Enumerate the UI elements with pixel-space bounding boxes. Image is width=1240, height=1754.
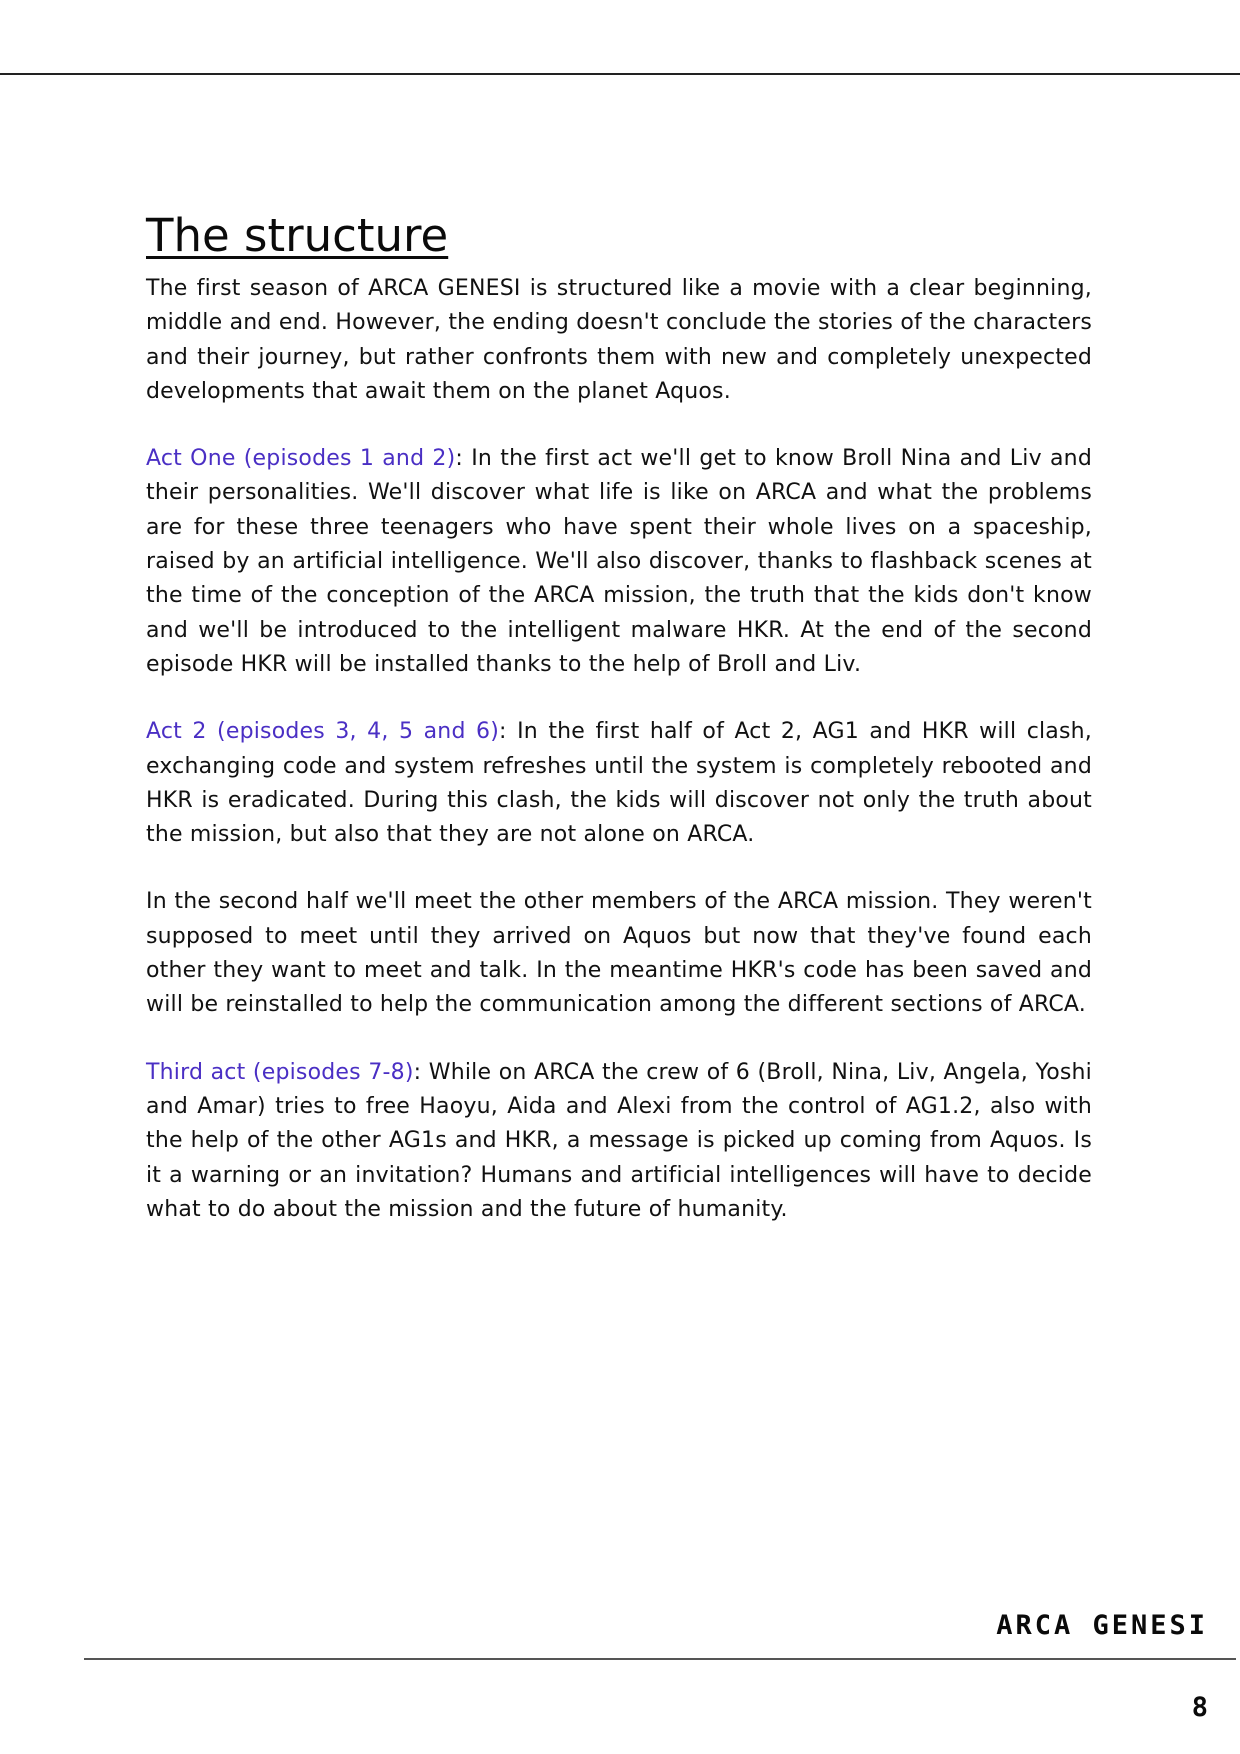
act-three-text: : While on ARCA the crew of 6 (Broll, Nina, Liv, Angela, Yoshi and Amar) tries to free Haoyu, Aida and Alexi from the control of AG1.2, also with the help of the other AG1s and HKR, a message is picked up coming from Aquos. Is it a warning or an invitation? Humans and artificial intelligences will have to decide what to do about the mission and the future of humanity. xyxy=(146,1059,1092,1222)
act-two-paragraph xyxy=(146,715,1092,852)
page-content xyxy=(146,208,1092,1260)
act-three-paragraph xyxy=(146,1056,1092,1227)
act-two-second-half-paragraph xyxy=(146,885,1092,1022)
act-two-label: Act 2 (episodes 3, 4, 5 and 6) xyxy=(146,719,500,745)
footer-divider xyxy=(84,1658,1236,1660)
act-one-text: : In the first act we'll get to know Broll Nina and Liv and their personalities. We'll discover what life is like on ARCA and what the problems are for these three teenagers who have spent their whole lives on a spaceship, raised by an artificial intelligence. We'll also discover, thanks to flashback scenes at the time of the conception of the ARCA mission, the truth that the kids don't know and we'll be introduced to the intelligent malware HKR. At the end of the second episode HKR will be installed thanks to the help of Broll and Liv. xyxy=(146,446,1092,677)
act-one-label: Act One (episodes 1 and 2) xyxy=(146,446,456,472)
page-title: The structure xyxy=(146,209,449,262)
intro-paragraph xyxy=(146,272,1092,409)
footer-brand-logo: ARCA GENESI xyxy=(996,1610,1208,1641)
act-one-paragraph xyxy=(146,442,1092,682)
page-number: 8 xyxy=(1191,1692,1208,1723)
act-two-second-half-text: In the second half we'll meet the other members of the ARCA mission. They weren't supposed to meet until they arrived on Aquos but now that they've found each other they want to meet and talk. In the meantime HKR's code has been saved and will be reinstalled to help the communication among the different sections of ARCA. xyxy=(146,889,1092,1018)
act-three-label: Third act (episodes 7-8) xyxy=(146,1059,414,1085)
top-divider xyxy=(0,73,1240,75)
act-two-text: : In the first half of Act 2, AG1 and HKR will clash, exchanging code and system refreshes until the system is completely rebooted and HKR is eradicated. During this clash, the kids will discover not only the truth about the mission, but also that they are not alone on ARCA. xyxy=(146,719,1092,848)
intro-text: The first season of ARCA GENESI is structured like a movie with a clear beginning, middle and end. However, the ending doesn't conclude the stories of the characters and their journey, but rather confronts them with new and completely unexpected developments that await them on the planet Aquos. xyxy=(146,276,1092,404)
